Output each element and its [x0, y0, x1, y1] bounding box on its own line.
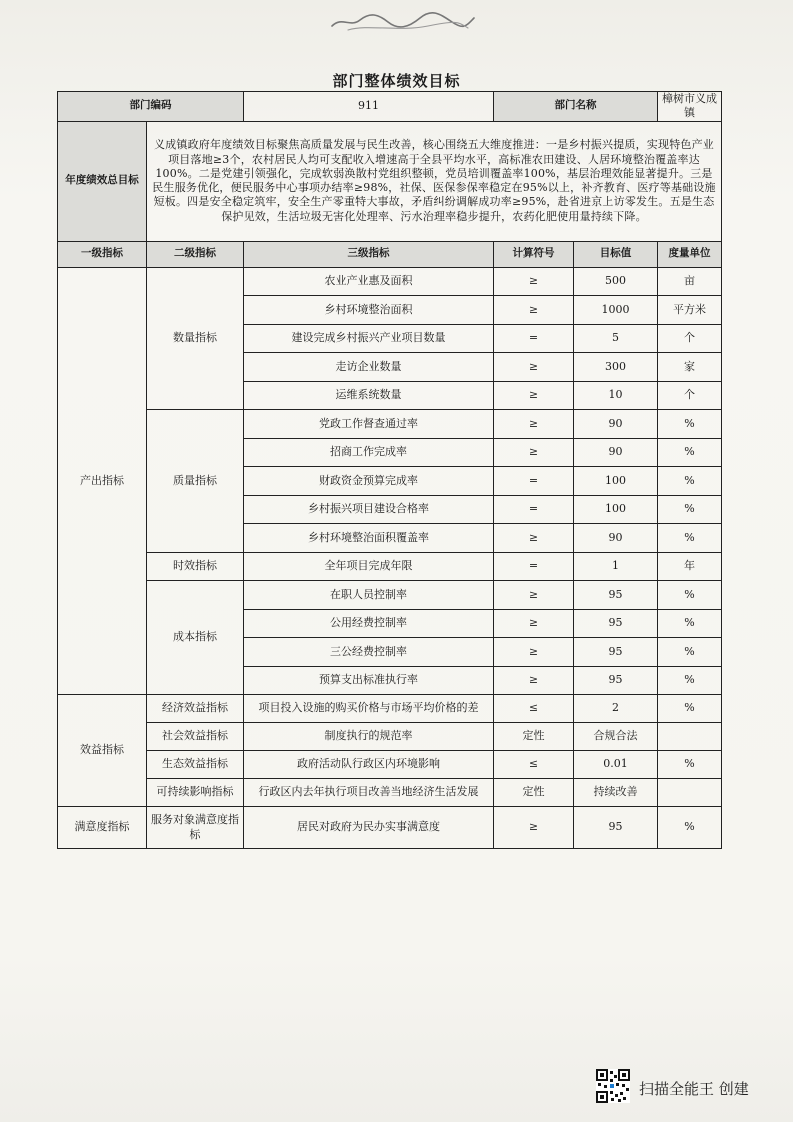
indicator-symbol: ≥: [494, 381, 574, 410]
table-row: [58, 552, 722, 581]
scanner-watermark-text: 扫描全能王 创建: [639, 1080, 749, 1098]
indicator-target: 2: [574, 695, 658, 723]
indicator-name: 制度执行的规范率: [244, 723, 494, 751]
col-level3: 三级指标: [244, 241, 494, 267]
indicator-unit: 个: [658, 381, 722, 410]
indicator-unit: %: [658, 638, 722, 667]
indicator-target: 90: [574, 410, 658, 439]
dept-name-value: 樟树市义成镇: [658, 92, 722, 122]
indicator-symbol: ≥: [494, 353, 574, 382]
col-target: 目标值: [574, 241, 658, 267]
indicator-name: 乡村振兴项目建设合格率: [244, 495, 494, 524]
indicator-unit: %: [658, 609, 722, 638]
header-row: [58, 92, 722, 122]
indicator-target: 95: [574, 638, 658, 667]
indicator-name: 财政资金预算完成率: [244, 467, 494, 496]
group-ecological: 生态效益指标: [147, 751, 244, 779]
col-level2: 二级指标: [147, 241, 244, 267]
group-benefit: 效益指标: [58, 695, 147, 807]
table-row: [58, 695, 722, 723]
group-cost: 成本指标: [147, 581, 244, 695]
indicator-name: 乡村环境整治面积: [244, 296, 494, 325]
col-symbol: 计算符号: [494, 241, 574, 267]
indicator-symbol: ≤: [494, 695, 574, 723]
indicator-target: 500: [574, 267, 658, 296]
summary-row: [58, 121, 722, 241]
indicator-symbol: ≥: [494, 524, 574, 553]
group-quantity: 数量指标: [147, 267, 244, 410]
indicator-name: 招商工作完成率: [244, 438, 494, 467]
indicator-target: 95: [574, 609, 658, 638]
indicator-unit: %: [658, 410, 722, 439]
summary-text: 义成镇政府年度绩效目标聚焦高质量发展与民生改善，核心围绕五大维度推进：一是乡村振兴提质，实现特色产业项目落地≥3个，农村居民人均可支配收入增速高于全县平均水平，高标准农田建设、人居环境整治覆盖率达100%。二是党建引领强化，完成软弱涣散村党组织整顿，党员培训覆盖率100%，基层治理效能显著提升。三是民生服务优化，便民服务中心事项办结率≥98%，社保、医保参保率稳定在95%以上，补齐教育、医疗等基础设施短板。四是安全稳定筑牢，安全生产零重特大事故，矛盾纠纷调解成功率≥95%，赴省进京上访零发生。五是生态保护见效，生活垃圾无害化处理率、污水治理率稳步提升，农药化肥使用量持续下降。: [147, 121, 722, 241]
indicator-target: 95: [574, 807, 658, 849]
indicator-symbol: ≥: [494, 581, 574, 610]
indicator-unit: 亩: [658, 267, 722, 296]
indicator-target: 1000: [574, 296, 658, 325]
indicator-unit: 个: [658, 324, 722, 353]
indicator-target: 5: [574, 324, 658, 353]
group-quality: 质量指标: [147, 410, 244, 553]
indicator-name: 预算支出标准执行率: [244, 666, 494, 695]
indicator-symbol: ≥: [494, 410, 574, 439]
indicator-name: 农业产业惠及面积: [244, 267, 494, 296]
indicator-name: 居民对政府为民办实事满意度: [244, 807, 494, 849]
indicator-unit: 年: [658, 552, 722, 581]
table-row: [58, 267, 722, 296]
group-social: 社会效益指标: [147, 723, 244, 751]
performance-table: [57, 91, 722, 849]
indicator-unit: [658, 723, 722, 751]
table-row: [58, 410, 722, 439]
indicator-symbol: ≥: [494, 609, 574, 638]
indicator-unit: %: [658, 666, 722, 695]
handwriting-scribble-icon: [328, 8, 478, 34]
indicator-unit: %: [658, 807, 722, 849]
table-row: [58, 723, 722, 751]
indicator-unit: %: [658, 695, 722, 723]
indicator-unit: [658, 779, 722, 807]
indicator-name: 公用经费控制率: [244, 609, 494, 638]
indicator-unit: %: [658, 581, 722, 610]
indicator-symbol: 定性: [494, 779, 574, 807]
col-level1: 一级指标: [58, 241, 147, 267]
qr-code-icon: [596, 1069, 630, 1103]
indicator-symbol: ≤: [494, 751, 574, 779]
group-satisfaction: 满意度指标: [58, 807, 147, 849]
indicator-target: 95: [574, 581, 658, 610]
indicator-unit: 平方米: [658, 296, 722, 325]
indicator-symbol: =: [494, 324, 574, 353]
group-sustainable: 可持续影响指标: [147, 779, 244, 807]
indicator-target: 90: [574, 438, 658, 467]
indicator-target: 0.01: [574, 751, 658, 779]
indicator-symbol: ≥: [494, 438, 574, 467]
col-unit: 度量单位: [658, 241, 722, 267]
indicator-target: 合规合法: [574, 723, 658, 751]
indicator-symbol: ≥: [494, 267, 574, 296]
indicator-name: 政府活动队行政区内环境影响: [244, 751, 494, 779]
indicator-target: 300: [574, 353, 658, 382]
table-row: [58, 581, 722, 610]
indicator-target: 1: [574, 552, 658, 581]
indicator-name: 乡村环境整治面积覆盖率: [244, 524, 494, 553]
indicator-name: 行政区内去年执行项目改善当地经济生活发展: [244, 779, 494, 807]
indicator-unit: %: [658, 751, 722, 779]
indicator-name: 项目投入设施的购买价格与市场平均价格的差: [244, 695, 494, 723]
dept-code-label: 部门编码: [58, 92, 244, 122]
table-row: [58, 751, 722, 779]
indicator-target: 100: [574, 495, 658, 524]
indicator-unit: %: [658, 495, 722, 524]
summary-label: 年度绩效总目标: [58, 121, 147, 241]
indicator-name: 运维系统数量: [244, 381, 494, 410]
indicator-name: 在职人员控制率: [244, 581, 494, 610]
indicator-symbol: ≥: [494, 638, 574, 667]
table-row: [58, 779, 722, 807]
indicator-target: 90: [574, 524, 658, 553]
dept-name-label: 部门名称: [494, 92, 658, 122]
indicator-symbol: 定性: [494, 723, 574, 751]
indicator-name: 全年项目完成年限: [244, 552, 494, 581]
indicator-name: 走访企业数量: [244, 353, 494, 382]
indicator-unit: %: [658, 524, 722, 553]
indicator-name: 党政工作督查通过率: [244, 410, 494, 439]
indicator-unit: 家: [658, 353, 722, 382]
indicator-symbol: =: [494, 552, 574, 581]
indicator-target: 95: [574, 666, 658, 695]
indicator-symbol: ≥: [494, 296, 574, 325]
indicator-target: 10: [574, 381, 658, 410]
group-economic: 经济效益指标: [147, 695, 244, 723]
indicator-name: 三公经费控制率: [244, 638, 494, 667]
indicator-symbol: ≥: [494, 666, 574, 695]
column-header-row: [58, 241, 722, 267]
table-row: [58, 807, 722, 849]
indicator-symbol: =: [494, 495, 574, 524]
group-output: 产出指标: [58, 267, 147, 695]
indicator-target: 100: [574, 467, 658, 496]
indicator-symbol: ≥: [494, 807, 574, 849]
group-service-target: 服务对象满意度指标: [147, 807, 244, 849]
group-timeliness: 时效指标: [147, 552, 244, 581]
page-title: 部门整体绩效目标: [332, 72, 461, 90]
indicator-unit: %: [658, 467, 722, 496]
indicator-target: 持续改善: [574, 779, 658, 807]
indicator-symbol: =: [494, 467, 574, 496]
indicator-name: 建设完成乡村振兴产业项目数量: [244, 324, 494, 353]
dept-code-value: 911: [244, 92, 494, 122]
indicator-unit: %: [658, 438, 722, 467]
